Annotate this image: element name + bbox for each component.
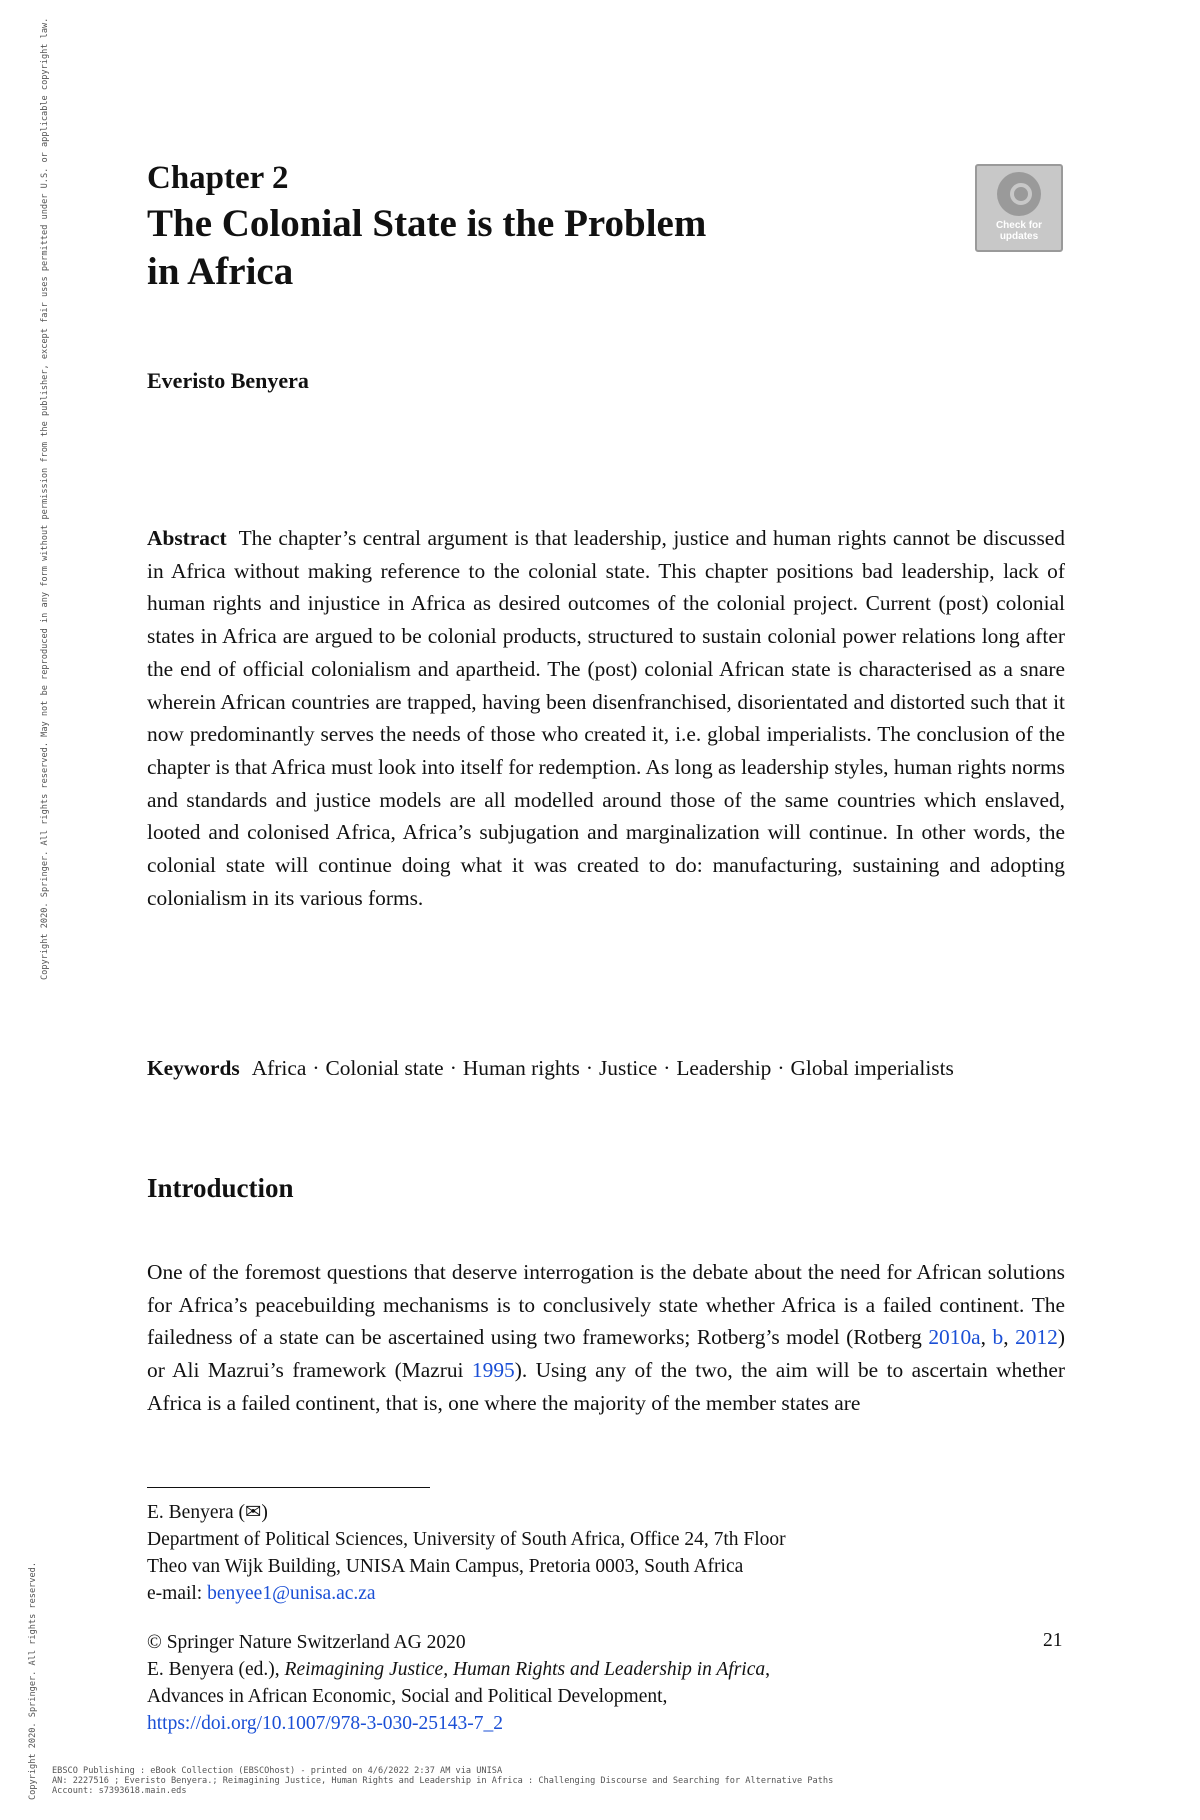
footnote-rule (147, 1487, 430, 1488)
keyword: Colonial state (325, 1056, 444, 1080)
footnote-affiliation: Theo van Wijk Building, UNISA Main Campus, Pretoria 0003, South Africa (147, 1556, 744, 1577)
citation-link[interactable]: 2010a (928, 1325, 981, 1350)
side-watermark: Copyright 2020. Springer. All rights reserved. May not be reproduced in any form without permission from the publisher, except fair uses permitted under U.S. or applicable copyright law. (40, 17, 50, 980)
doi-link[interactable]: https://doi.org/10.1007/978-3-030-25143-7_2 (147, 1713, 504, 1734)
keyword-separator: · (585, 1056, 593, 1080)
section-heading: Introduction (147, 1173, 294, 1203)
page-number: 21 (1043, 1630, 1063, 1651)
keyword-list (252, 1056, 954, 1080)
chapter-title (147, 200, 867, 296)
chapter-title-line-1: The Colonial State is the Problem (147, 202, 707, 245)
chapter-title-line-2: in Africa (147, 250, 294, 293)
keyword: Africa (251, 1056, 307, 1080)
keyword: Leadership (676, 1056, 772, 1080)
book-title: Reimagining Justice, Human Rights and Leadership in Africa (284, 1659, 766, 1680)
keywords (147, 1052, 1065, 1085)
citation-link[interactable]: b (992, 1325, 1004, 1350)
introduction-paragraph: One of the foremost questions that deserve interrogation is the debate about the need for African solutions for Africa’s peacebuilding mechanisms is to conclusively state whether Africa is a failed continent. The failedness of a state can be ascertained using two frameworks; Rotberg’s model (Rotberg 2010a, b, 2012) or Ali Mazrui’s framework (Mazrui 1995). Using any of the two, the aim will be to ascertain whether Africa is a failed continent, that is, one where the majority of the member states are (147, 1260, 1065, 1415)
keyword-separator: · (777, 1056, 785, 1080)
series-line: Advances in African Economic, Social and Political Development, (147, 1686, 668, 1707)
keyword-separator: · (663, 1056, 671, 1080)
abstract (147, 522, 1065, 914)
email-link[interactable]: benyee1@unisa.ac.za (207, 1583, 376, 1604)
badge-text: Check for updates (995, 220, 1043, 242)
citation-link[interactable]: 1995 (471, 1358, 515, 1383)
copyright-line: © Springer Nature Switzerland AG 2020 (147, 1632, 466, 1653)
footnote-affiliation: Department of Political Sciences, University of South Africa, Office 24, 7th Floor (147, 1529, 786, 1550)
keywords-label: Keywords (147, 1056, 240, 1080)
citation-link[interactable]: 2012 (1015, 1325, 1058, 1350)
bottom-watermark: EBSCO Publishing : eBook Collection (EBSCOhost) - printed on 4/6/2022 2:37 AM via UNISA AN: 2227516 ; Everisto Benyera.; Reimagining Justice, Human Rights and Leadership in Africa : Challenging Discourse and Searching for Alternative Paths Account: s7393618.main.eds (52, 1766, 834, 1796)
citation-line: E. Benyera (ed.), Reimagining Justice, Human Rights and Leadership in Africa, (147, 1659, 771, 1680)
footnote-email: e-mail: benyee1@unisa.ac.za (147, 1583, 376, 1604)
keyword: Global imperialists (790, 1056, 954, 1080)
keyword-separator: · (449, 1056, 457, 1080)
side-watermark-2: Copyright 2020. Springer. All rights reserved. (28, 1562, 38, 1800)
keyword: Justice (598, 1056, 658, 1080)
chapter-label: Chapter 2 (147, 160, 289, 196)
abstract-label: Abstract (147, 526, 227, 550)
check-for-updates-badge[interactable] (975, 164, 1063, 252)
footnote-author: E. Benyera (✉) (147, 1502, 268, 1523)
author-name: Everisto Benyera (147, 368, 309, 393)
keyword-separator: · (312, 1056, 320, 1080)
abstract-text: The chapter’s central argument is that leadership, justice and human rights cannot be discussed in Africa without making reference to the colonial state. This chapter positions bad leadership, lack of human rights and injustice in Africa as desired outcomes of the colonial project. Current (post) colonial states in Africa are argued to be colonial products, structured to sustain colonial power relations long after the end of official colonialism and apartheid. The (post) colonial African state is characterised as a snare wherein African countries are trapped, having been disenfranchised, disorientated and distorted such that it now predominantly serves the needs of those who created it, i.e. global imperialists. The conclusion of the chapter is that Africa must look into itself for redemption. As long as leadership styles, human rights norms and standards and justice models are all modelled around those of the same countries which enslaved, looted and colonised Africa, Africa’s subjugation and marginalization will continue. In other words, the colonial state will continue doing what it was created to do: manufacturing, sustaining and adopting colonialism in its various forms. (147, 526, 1065, 910)
keyword: Human rights (462, 1056, 580, 1080)
crossmark-icon (997, 172, 1041, 216)
